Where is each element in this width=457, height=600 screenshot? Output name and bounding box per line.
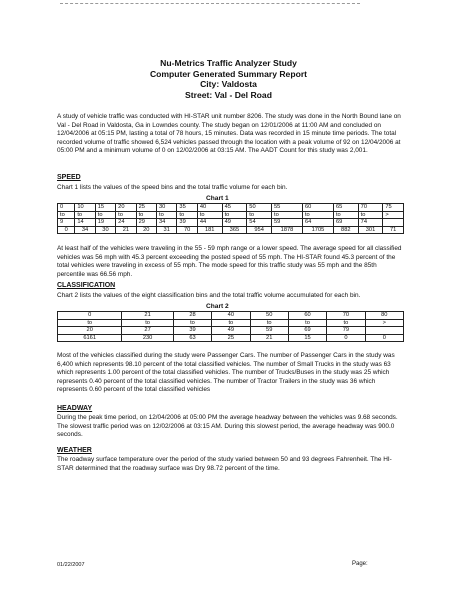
speed-volume-cell: 71 bbox=[383, 226, 404, 234]
class-bin-high-cell bbox=[365, 327, 403, 335]
class-volume-cell: 21 bbox=[250, 334, 288, 342]
classification-lead: Chart 2 lists the values of the eight classification bins and the total traffic volume accumulated for each bin. bbox=[57, 292, 361, 299]
class-bin-low-cell: 0 bbox=[58, 312, 122, 320]
speed-bin-to-cell: to bbox=[247, 211, 272, 219]
speed-volume-cell: 181 bbox=[197, 226, 222, 234]
speed-bin-low-cell: 40 bbox=[197, 204, 222, 212]
speed-bin-low-cell: 25 bbox=[136, 204, 156, 212]
speed-volume-cell: 1705 bbox=[302, 226, 333, 234]
headway-heading: HEADWAY bbox=[57, 405, 93, 412]
speed-low-row bbox=[58, 204, 404, 212]
class-volume-cell: 0 bbox=[365, 334, 403, 342]
speed-bin-to-cell: > bbox=[383, 211, 404, 219]
speed-heading: SPEED bbox=[57, 174, 81, 181]
speed-volume-cell: 954 bbox=[247, 226, 272, 234]
class-volume-cell: 230 bbox=[122, 334, 173, 342]
class-volume-cell: 63 bbox=[173, 334, 211, 342]
speed-bin-low-cell: 15 bbox=[95, 204, 115, 212]
speed-bin-low-cell: 75 bbox=[383, 204, 404, 212]
speed-bin-to-cell: to bbox=[116, 211, 136, 219]
speed-bin-to-cell: to bbox=[222, 211, 247, 219]
class-bin-high-cell: 39 bbox=[173, 327, 211, 335]
class-bin-high-cell: 59 bbox=[250, 327, 288, 335]
speed-volume-cell: 1878 bbox=[272, 226, 303, 234]
class-bin-to-cell: to bbox=[212, 319, 250, 327]
speed-to-row bbox=[58, 211, 404, 219]
class-volume-cell: 6161 bbox=[58, 334, 122, 342]
speed-volume-cell: 34 bbox=[75, 226, 95, 234]
speed-volume-cell: 30 bbox=[95, 226, 115, 234]
class-bin-low-cell: 70 bbox=[327, 312, 365, 320]
class-to-row bbox=[58, 319, 404, 327]
speed-bin-high-cell: 49 bbox=[222, 219, 247, 227]
speed-bin-to-cell: to bbox=[177, 211, 197, 219]
scan-edge-mark bbox=[60, 3, 360, 5]
speed-bin-to-cell: to bbox=[75, 211, 95, 219]
speed-volume-cell: 301 bbox=[358, 226, 383, 234]
class-bin-to-cell: to bbox=[288, 319, 326, 327]
speed-bin-to-cell: to bbox=[333, 211, 358, 219]
class-low-row bbox=[58, 312, 404, 320]
report-header bbox=[0, 58, 457, 100]
speed-volume-cell: 31 bbox=[157, 226, 177, 234]
weather-heading: WEATHER bbox=[57, 447, 92, 454]
speed-bin-to-cell: to bbox=[136, 211, 156, 219]
speed-bin-low-cell: 20 bbox=[116, 204, 136, 212]
class-volume-row bbox=[58, 334, 404, 342]
speed-bin-to-cell: to bbox=[197, 211, 222, 219]
class-bin-low-cell: 40 bbox=[212, 312, 250, 320]
class-bin-low-cell: 28 bbox=[173, 312, 211, 320]
speed-bin-low-cell: 50 bbox=[247, 204, 272, 212]
speed-bin-high-cell: 74 bbox=[358, 219, 383, 227]
class-volume-cell: 0 bbox=[327, 334, 365, 342]
headway-text: During the peak time period, on 12/04/2006 at 05:00 PM the average headway between the vehicles was 9.68 seconds. The slowest traffic period was on 12/02/2006 at 03:15 AM. During this slowest period, the average headway was 900.0 seconds. bbox=[57, 414, 398, 439]
speed-bin-to-cell: to bbox=[358, 211, 383, 219]
class-bin-low-cell: 80 bbox=[365, 312, 403, 320]
report-street: Street: Val - Del Road bbox=[185, 89, 272, 100]
class-bin-low-cell: 60 bbox=[288, 312, 326, 320]
intro-paragraph: A study of vehicle traffic was conducted with HI-STAR unit number 8206. The study was done in the North Bound lane on Val - Del Road in Valdosta, Ga in Lowndes county. The study began on 12/01/2006 at 11:00 AM and concluded on 12/04/2006 at 05:15 PM, lasting a total of 78 hours, 15 minutes. Data was recorded in 15 minute time periods. The total recorded volume of traffic showed 6,524 vehicles passed through the location with a peak volume of 92 on 12/04/2006 at 05:00 PM and a minimum volume of 0 on 12/02/2006 at 03:15 AM. The AADT Count for this study was 2,001. bbox=[57, 113, 401, 155]
speed-volume-cell: 21 bbox=[116, 226, 136, 234]
speed-bin-low-cell: 35 bbox=[177, 204, 197, 212]
speed-bin-low-cell: 45 bbox=[222, 204, 247, 212]
footer-page-label: Page: bbox=[352, 561, 368, 567]
report-title: Nu-Metrics Traffic Analyzer Study bbox=[160, 58, 297, 68]
speed-bin-to-cell: to bbox=[302, 211, 333, 219]
report-city: City: Valdosta bbox=[200, 79, 257, 89]
class-bin-low-cell: 50 bbox=[250, 312, 288, 320]
speed-bin-to-cell: to bbox=[157, 211, 177, 219]
speed-high-row bbox=[58, 219, 404, 227]
speed-bin-high-cell: 59 bbox=[272, 219, 303, 227]
speed-bin-to-cell: to bbox=[58, 211, 75, 219]
report-subtitle: Computer Generated Summary Report bbox=[149, 68, 308, 79]
class-bin-to-cell: to bbox=[122, 319, 173, 327]
class-bin-to-cell: to bbox=[327, 319, 365, 327]
speed-bin-high-cell: 44 bbox=[197, 219, 222, 227]
class-volume-cell: 25 bbox=[212, 334, 250, 342]
class-volume-cell: 15 bbox=[288, 334, 326, 342]
speed-volume-cell: 882 bbox=[333, 226, 358, 234]
speed-volume-cell: 365 bbox=[222, 226, 247, 234]
class-bin-to-cell: to bbox=[58, 319, 122, 327]
speed-volume-cell: 0 bbox=[58, 226, 75, 234]
class-bin-high-cell: 27 bbox=[122, 327, 173, 335]
classification-summary: Most of the vehicles classified during the study were Passenger Cars. The number of Passenger Cars in the study was 6,400 which represents 98.10 percent of the total classified vehicles. The number of Small Trucks in the study was 63 which represents 1.00 percent of the total classified vehicles. The number of Trucks/Buses in the study was 25 which represents 0.40 percent of the total classified vehicles. The number of Tractor Trailers in the study was 36 which represents 0.60 percent of the total classified vehicles bbox=[57, 352, 395, 394]
speed-bin-to-cell: to bbox=[272, 211, 303, 219]
speed-volume-cell: 20 bbox=[136, 226, 156, 234]
class-bin-to-cell: > bbox=[365, 319, 403, 327]
weather-text: The roadway surface temperature over the period of the study varied between 50 and 93 degrees Fahrenheit. The HI-STAR determined that the roadway surface was Dry 98.72 percent of the time. bbox=[57, 456, 392, 472]
class-bin-high-cell: 69 bbox=[288, 327, 326, 335]
speed-bin-high-cell: 24 bbox=[116, 219, 136, 227]
speed-bin-high-cell: 54 bbox=[247, 219, 272, 227]
classification-bins-table bbox=[57, 311, 404, 342]
speed-bin-low-cell: 70 bbox=[358, 204, 383, 212]
class-bin-low-cell: 21 bbox=[122, 312, 173, 320]
chart1-title: Chart 1 bbox=[206, 195, 229, 202]
speed-bin-low-cell: 60 bbox=[302, 204, 333, 212]
speed-bin-high-cell: 69 bbox=[333, 219, 358, 227]
class-bin-high-cell: 49 bbox=[212, 327, 250, 335]
speed-bin-to-cell: to bbox=[95, 211, 115, 219]
speed-bin-low-cell: 10 bbox=[75, 204, 95, 212]
speed-bin-low-cell: 30 bbox=[157, 204, 177, 212]
speed-bin-high-cell: 14 bbox=[75, 219, 95, 227]
chart2-title: Chart 2 bbox=[206, 303, 229, 310]
class-bin-high-cell: 20 bbox=[58, 327, 122, 335]
speed-bin-low-cell: 65 bbox=[333, 204, 358, 212]
class-high-row bbox=[58, 327, 404, 335]
speed-bin-high-cell: 9 bbox=[58, 219, 75, 227]
speed-bin-high-cell: 19 bbox=[95, 219, 115, 227]
speed-volume-row bbox=[58, 226, 404, 234]
speed-bins-table bbox=[57, 203, 404, 234]
speed-volume-cell: 70 bbox=[177, 226, 197, 234]
speed-lead: Chart 1 lists the values of the speed bins and the total traffic volume for each bin. bbox=[57, 184, 288, 191]
speed-bin-high-cell: 39 bbox=[177, 219, 197, 227]
speed-bin-high-cell bbox=[383, 219, 404, 227]
speed-bin-high-cell: 29 bbox=[136, 219, 156, 227]
class-bin-to-cell: to bbox=[250, 319, 288, 327]
speed-bin-low-cell: 55 bbox=[272, 204, 303, 212]
footer-date: 01/22/2007 bbox=[57, 562, 85, 568]
speed-bin-high-cell: 34 bbox=[157, 219, 177, 227]
classification-heading: CLASSIFICATION bbox=[57, 282, 116, 289]
speed-bin-low-cell: 0 bbox=[58, 204, 75, 212]
speed-bin-high-cell: 64 bbox=[302, 219, 333, 227]
class-bin-to-cell: to bbox=[173, 319, 211, 327]
class-bin-high-cell: 79 bbox=[327, 327, 365, 335]
speed-summary: At least half of the vehicles were traveling in the 55 - 59 mph range or a lower speed. The average speed for all classified vehicles was 56 mph with 45.3 percent exceeding the posted speed of 55 mph. The HI-STAR found 45.3 percent of the total vehicles were traveling in excess of 55 mph. The mode speed for this traffic study was 55 mph and the 85th percentile was 66.56 mph. bbox=[57, 245, 402, 278]
